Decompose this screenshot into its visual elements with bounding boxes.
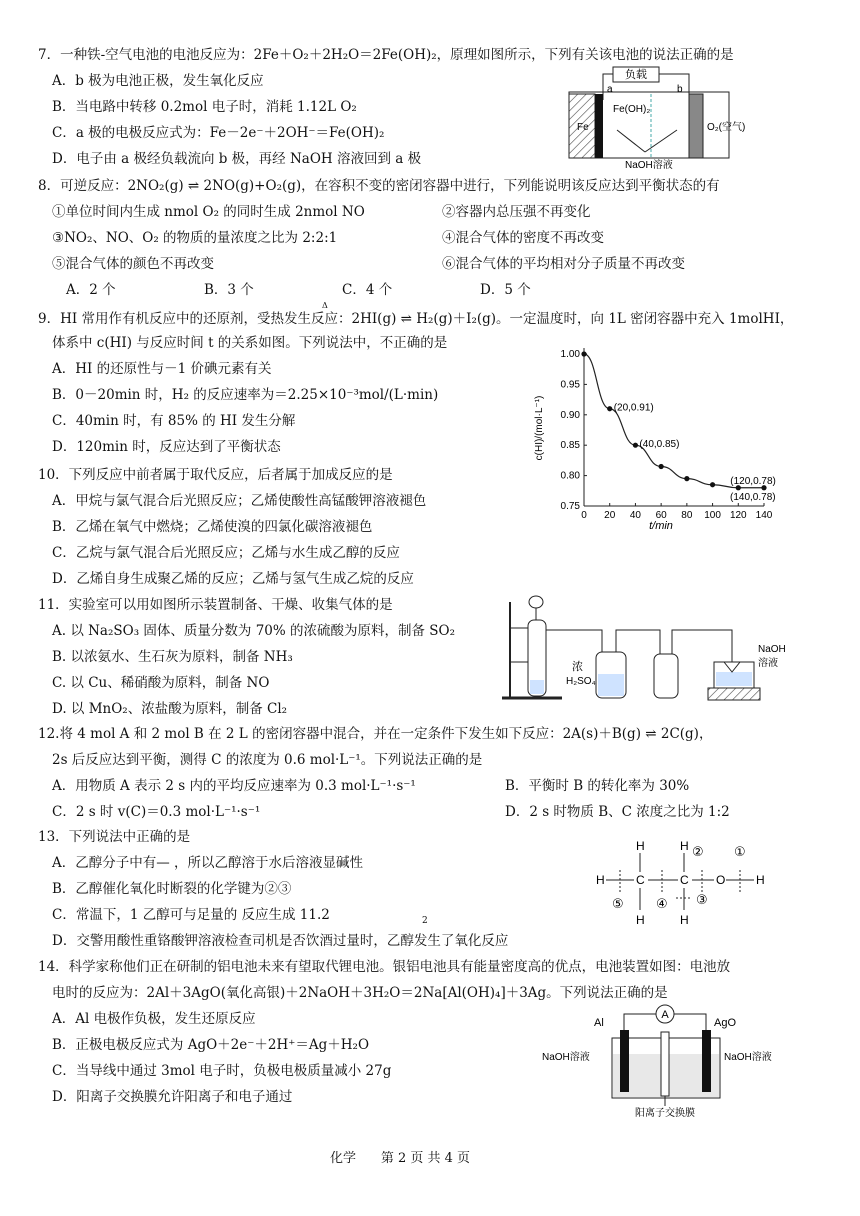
q7-option-a[interactable]: A．b 极为电池正极，发生氧化反应 [52, 73, 264, 89]
o2-electrode [689, 94, 703, 158]
data-label: (40,0.85) [639, 439, 680, 451]
h-top-1: H [636, 839, 645, 853]
bond-1: ① [734, 844, 746, 859]
label-a: a [607, 84, 613, 95]
exchange-membrane [661, 1032, 669, 1096]
q13-stem: 13．下列说法中正确的是 [38, 829, 191, 845]
h-bottom-1: H [636, 913, 645, 927]
label-conc: 浓 [572, 661, 583, 673]
q10-option-c[interactable]: C．乙烷与氯气混合后光照反应；乙烯与水生成乙醇的反应 [52, 545, 400, 561]
data-label: (140,0.78) [730, 491, 776, 503]
label-feoh2: Fe(OH)₂ [613, 104, 651, 115]
q13-option-c[interactable]: C．常温下，1 乙醇可与足量的 反应生成 11.2 [52, 907, 330, 923]
q8-statement-3: ③NO₂、NO、O₂ 的物质的量浓度之比为 2:2:1 [52, 230, 338, 246]
q13-option-c-subscript: 2 [422, 916, 428, 926]
data-point [633, 443, 638, 448]
label-h2so4: H₂SO₄ [566, 676, 596, 687]
label-naoh: NaOH溶液 [625, 160, 673, 171]
data-point [659, 464, 664, 469]
q8-stem: 8．可逆反应：2NO₂(g) ⇌ 2NO(g)+O₂(g)，在容积不变的密闭容器中进行，下列能说明该反应达到平衡状态的有 [38, 178, 720, 194]
q12-option-b[interactable]: B．平衡时 B 的转化率为 30% [505, 778, 690, 794]
q9-option-c[interactable]: C．40min 时，有 85% 的 HI 发生分解 [52, 413, 296, 429]
x-tick-label: 100 [704, 510, 721, 521]
o-atom: O [716, 873, 726, 887]
load-label: 负载 [625, 69, 647, 81]
y-tick-label: 0.95 [560, 379, 580, 391]
q10-option-b[interactable]: B．乙烯在氧气中燃烧；乙烯使溴的四氯化碳溶液褪色 [52, 519, 373, 535]
h-left: H [596, 873, 605, 887]
q7-stem: 7．一种铁-空气电池的电池反应为：2Fe＋O₂＋2H₂O＝2Fe(OH)₂，原理如图所示，下列有关该电池的说法正确的是 [38, 47, 734, 63]
silver-aluminum-battery-diagram [540, 1002, 790, 1120]
label-o2: O₂(空气) [707, 122, 746, 133]
x-tick-label: 60 [655, 510, 667, 521]
y-tick-label: 0.85 [560, 440, 580, 452]
chart-y-axis-label: c(HI)/(mol·L⁻¹) [534, 395, 545, 461]
q13-option-d[interactable]: D．交警用酸性重铬酸钾溶液检查司机是否饮酒过量时，乙醇发生了氧化反应 [52, 933, 509, 949]
chi-curve [584, 354, 764, 488]
label-ago: AgO [714, 1017, 737, 1029]
data-point [684, 476, 689, 481]
q12-option-c[interactable]: C．2 s 时 v(C)＝0.3 mol·L⁻¹·s⁻¹ [52, 804, 261, 820]
page-footer [330, 1147, 470, 1166]
x-tick-label: 20 [604, 510, 616, 521]
label-naoh-left: NaOH溶液 [542, 1052, 590, 1063]
bond-2: ② [692, 844, 704, 859]
q7-option-c[interactable]: C．a 极的电极反应式为：Fe－2e⁻＋2OH⁻＝Fe(OH)₂ [52, 125, 385, 141]
label-fe: Fe [577, 122, 589, 133]
q11-option-b[interactable]: B. 以浓氨水、生石灰为原料，制备 NH₃ [52, 649, 293, 665]
hi-concentration-chart [528, 340, 776, 536]
q11-stem: 11．实验室可以用如图所示装置制备、干燥、收集气体的是 [38, 597, 393, 613]
gas-apparatus-diagram [492, 592, 802, 704]
q9-stem-1: 9．HI 常用作有机反应中的还原剂，受热发生反应：2HI(g) ⇌ H₂(g)＋I₂(g)。一定温度时，向 1L 密闭容器中充入 1molHI， [38, 311, 794, 327]
c-2: C [680, 873, 689, 887]
q13-option-a[interactable]: A．乙醇分子中有— ，所以乙醇溶于水后溶液显碱性 [52, 855, 364, 871]
q11-option-d[interactable]: D. 以 MnO₂、浓盐酸为原料，制备 Cl₂ [52, 701, 288, 717]
q10-option-a[interactable]: A．甲烷与氯气混合后光照反应；乙烯使酸性高锰酸钾溶液褪色 [52, 493, 427, 509]
data-label: (20,0.91) [613, 402, 654, 414]
al-electrode [620, 1030, 629, 1092]
y-tick-label: 0.80 [560, 470, 580, 482]
y-tick-label: 1.00 [560, 349, 580, 360]
ethanol-structure-diagram [590, 836, 790, 932]
q14-option-d[interactable]: D．阳离子交换膜允许阳离子和电子通过 [52, 1089, 293, 1105]
label-b: b [677, 84, 683, 95]
q9-option-a[interactable]: A．HI 的还原性与－1 价碘元素有关 [52, 361, 272, 377]
bond-5: ⑤ [612, 896, 624, 911]
q14-stem-2: 电时的反应为：2Al＋3AgO(氧化高银)＋2NaOH＋3H₂O＝2Na[Al(OH)₄]＋3Ag。下列说法正确的是 [52, 985, 668, 1001]
x-tick-label: 0 [581, 510, 587, 521]
footer-subject: 化学 [330, 1151, 357, 1166]
q12-option-d[interactable]: D．2 s 时物质 B、C 浓度之比为 1:2 [505, 804, 730, 820]
q8-statement-6: ⑥混合气体的平均相对分子质量不再改变 [442, 256, 685, 272]
q14-option-b[interactable]: B．正极电极反应式为 AgO＋2e⁻＋2H⁺＝Ag＋H₂O [52, 1037, 370, 1053]
x-tick-label: 140 [755, 510, 773, 521]
x-tick-label: 120 [729, 510, 747, 521]
data-point [607, 406, 612, 411]
q8-statement-1: ①单位时间内生成 nmol O₂ 的同时生成 2nmol NO [52, 204, 365, 220]
q8-statement-5: ⑤混合气体的颜色不再改变 [52, 256, 214, 272]
feoh-layer [595, 94, 603, 158]
q8-option-b[interactable]: B．3 个 [204, 282, 254, 298]
q8-option-d[interactable]: D．5 个 [480, 282, 531, 298]
x-tick-label: 80 [681, 510, 693, 521]
y-tick-label: 0.90 [560, 409, 580, 421]
q9-option-d[interactable]: D．120min 时，反应达到了平衡状态 [52, 439, 281, 455]
y-tick-label: 0.75 [560, 501, 580, 512]
label-al: Al [594, 1017, 604, 1029]
ago-electrode [702, 1030, 711, 1092]
footer-page-number: 第 2 页 共 4 页 [380, 1151, 471, 1166]
label-membrane: 阳离子交换膜 [635, 1108, 695, 1119]
q9-option-b[interactable]: B．0－20min 时，H₂ 的反应速率为＝2.25×10⁻³mol/(L·min) [52, 387, 439, 403]
bond-4: ④ [656, 896, 668, 911]
q14-option-c[interactable]: C．当导线中通过 3mol 电子时，负极电极质量减小 27g [52, 1063, 392, 1079]
label-naoh-right: NaOH溶液 [724, 1052, 772, 1063]
q8-statement-2: ②容器内总压强不再变化 [442, 204, 591, 220]
label-naoh: NaOH [758, 644, 786, 655]
q10-stem: 10．下列反应中前者属于取代反应，后者属于加成反应的是 [38, 467, 393, 483]
q11-option-c[interactable]: C. 以 Cu、稀硝酸为原料，制备 NO [52, 675, 270, 691]
q14-stem-1: 14．科学家称他们正在研制的铝电池未来有望取代锂电池。银铝电池具有能量密度高的优点，电池装置如图：电池放 [38, 959, 731, 975]
iron-air-battery-diagram [565, 64, 775, 172]
q12-option-a[interactable]: A．用物质 A 表示 2 s 内的平均反应速率为 0.3 mol·L⁻¹·s⁻¹ [52, 778, 416, 794]
x-tick-label: 40 [629, 510, 641, 521]
q8-option-a[interactable]: A．2 个 [66, 282, 116, 298]
q10-option-d[interactable]: D．乙烯自身生成聚乙烯的反应；乙烯与氢气生成乙烷的反应 [52, 571, 414, 587]
q13-option-b[interactable]: B．乙醇催化氧化时断裂的化学键为②③ [52, 881, 292, 897]
c-1: C [636, 873, 645, 887]
h-bottom-2: H [680, 913, 689, 927]
ammeter-label: A [661, 1009, 669, 1021]
q7-option-d[interactable]: D．电子由 a 极经负载流向 b 极，再经 NaOH 溶液回到 a 极 [52, 151, 422, 167]
q9-delta-mark: Δ [322, 301, 328, 310]
bond-3: ③ [696, 892, 708, 907]
q14-option-a[interactable]: A．Al 电极作负极，发生还原反应 [52, 1011, 256, 1027]
q11-option-a[interactable]: A. 以 Na₂SO₃ 固体、质量分数为 70% 的浓硫酸为原料，制备 SO₂ [52, 623, 456, 639]
data-point [710, 482, 715, 487]
data-label: (120,0.78) [730, 475, 776, 487]
h-right: H [756, 873, 765, 887]
q8-option-c[interactable]: C．4 个 [342, 282, 393, 298]
data-point [581, 351, 586, 356]
label-solution: 溶液 [758, 658, 778, 669]
q12-stem-1: 12.将 4 mol A 和 2 mol B 在 2 L 的密闭容器中混合，并在一定条件下发生如下反应：2A(s)＋B(g) ⇌ 2C(g)， [38, 726, 713, 742]
q7-option-b[interactable]: B．当电路中转移 0.2mol 电子时，消耗 1.12L O₂ [52, 99, 357, 115]
h-top-2: H [680, 839, 689, 853]
chart-x-axis-label: t/min [649, 520, 673, 532]
q8-statement-4: ④混合气体的密度不再改变 [442, 230, 604, 246]
q9-stem-2: 体系中 c(HI) 与反应时间 t 的关系如图。下列说法中，不正确的是 [52, 335, 448, 351]
q12-stem-2: 2s 后反应达到平衡，测得 C 的浓度为 0.6 mol·L⁻¹。下列说法正确的是 [52, 752, 483, 768]
